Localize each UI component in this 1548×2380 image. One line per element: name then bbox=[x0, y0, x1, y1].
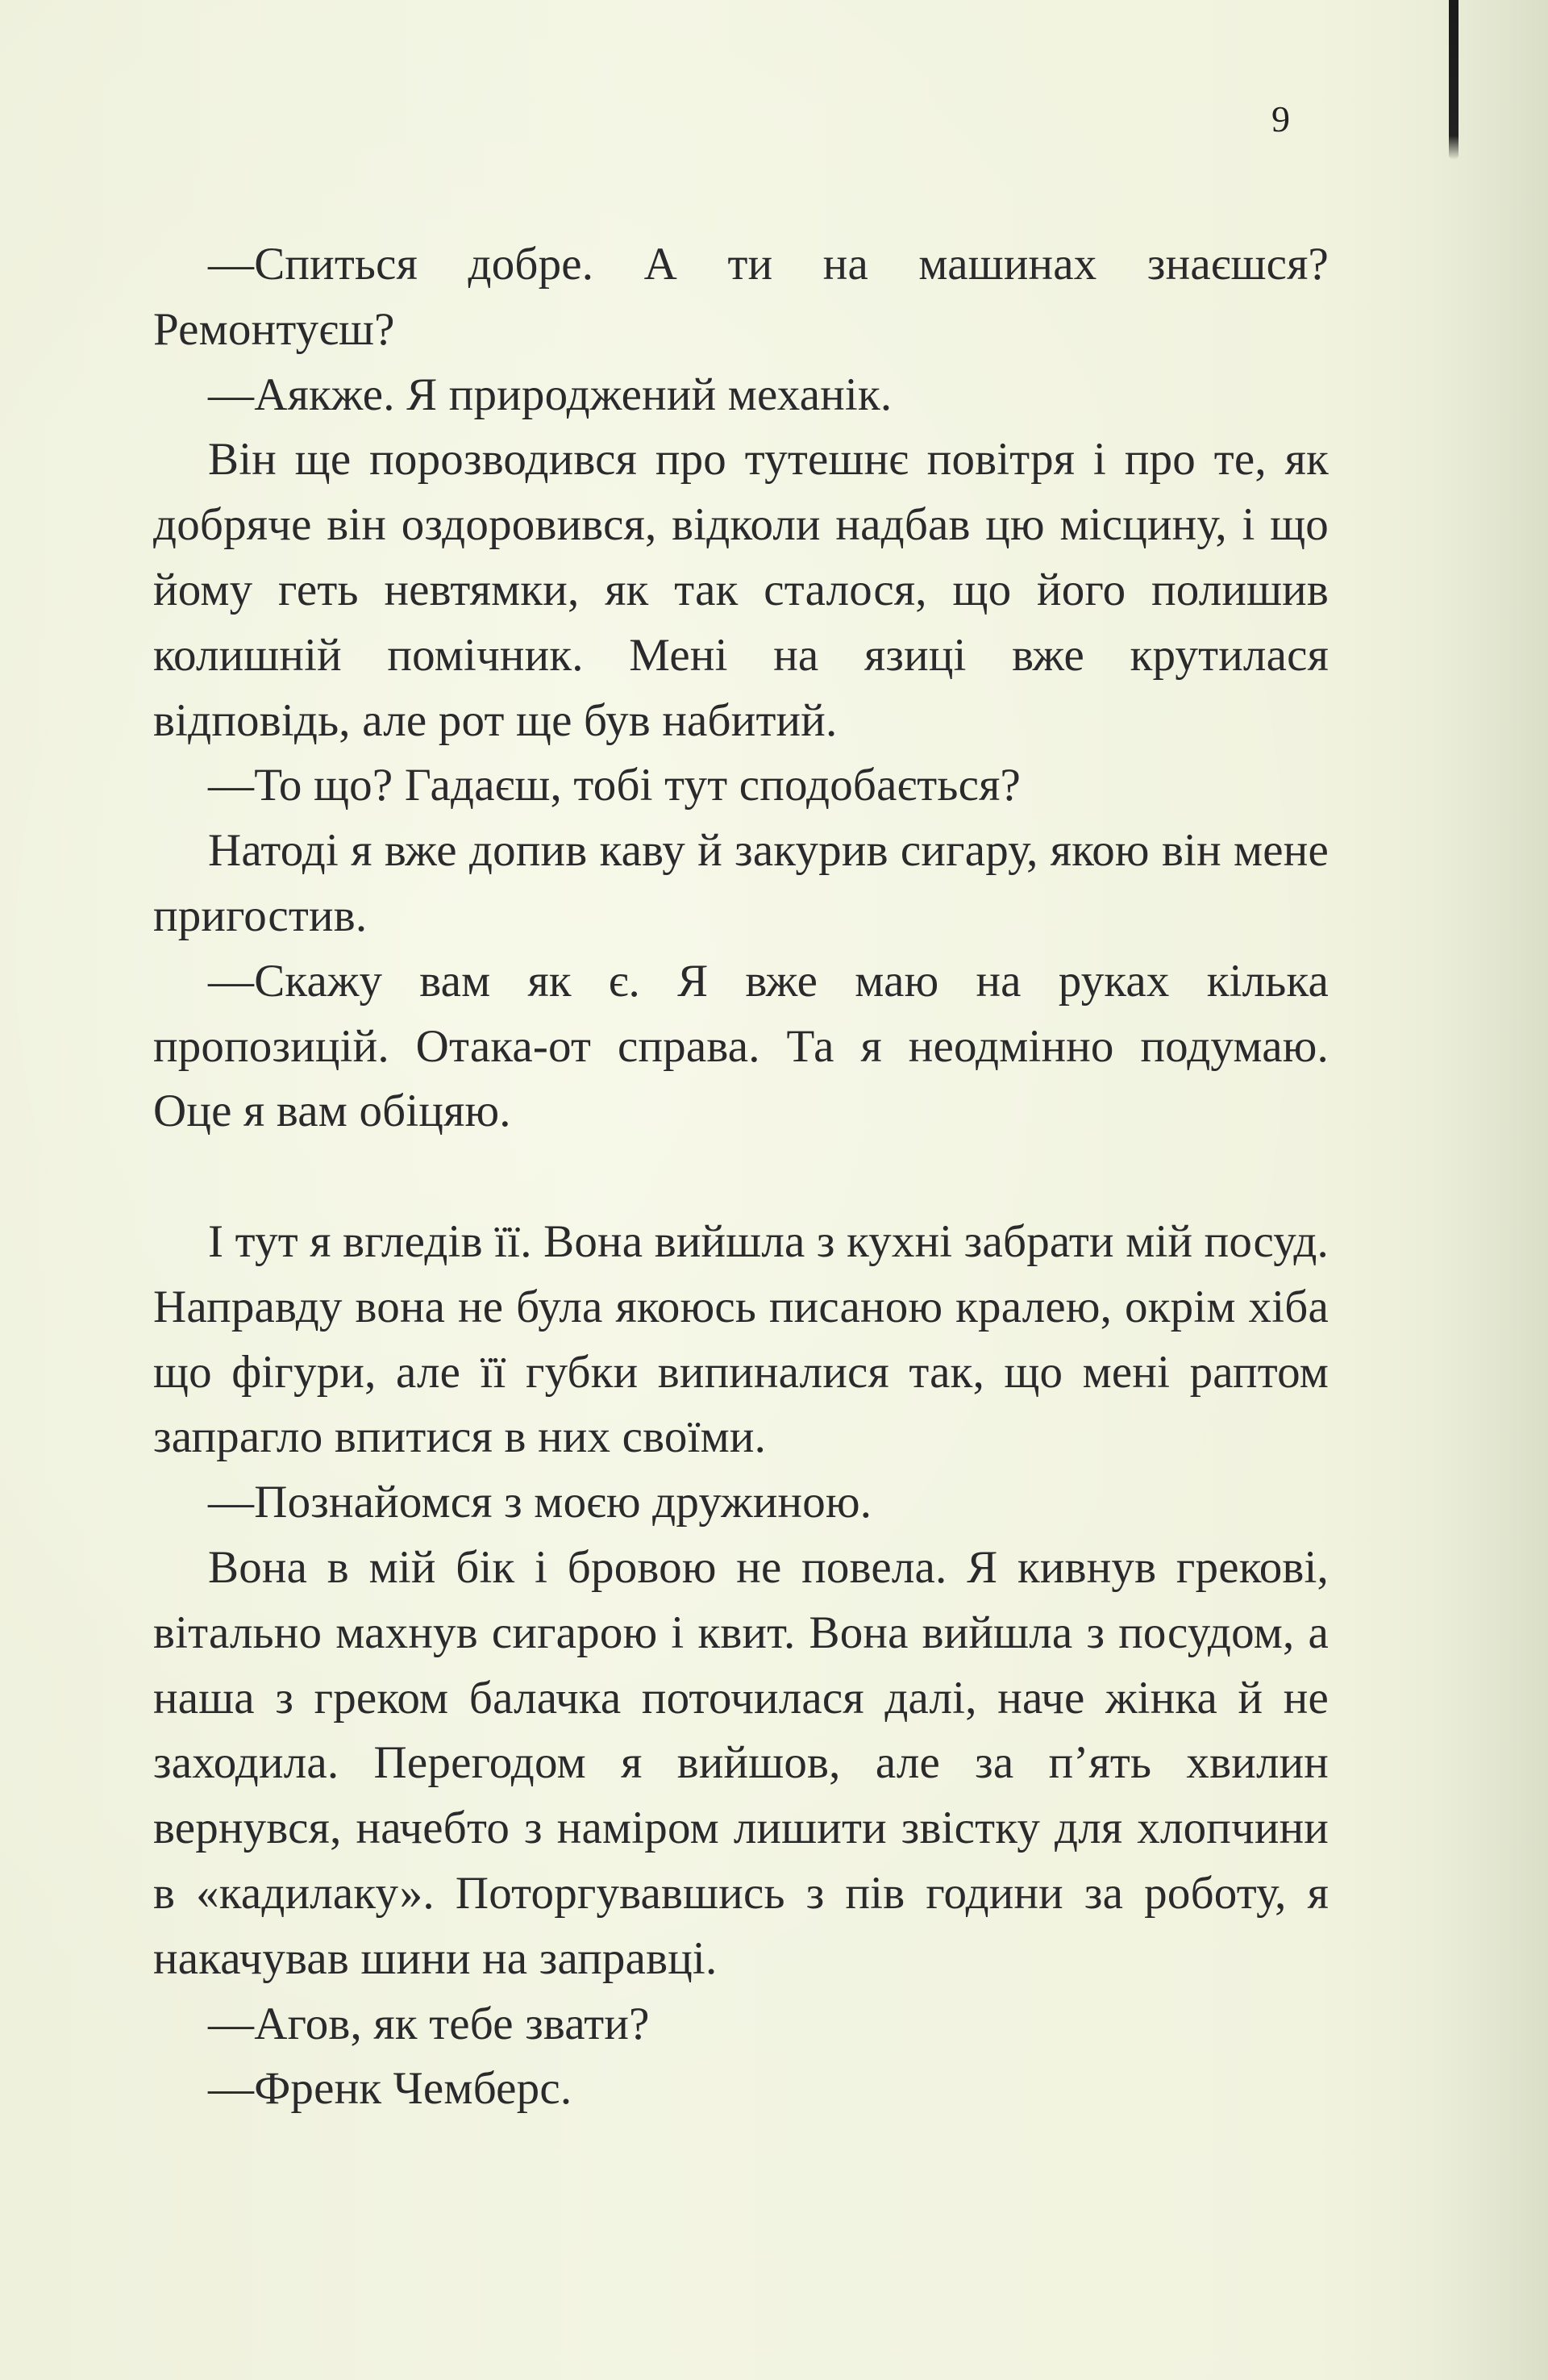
dialogue-line: —Скажу вам як є. Я вже маю на руках кілька пропозицій. Отака-от справа. Та я неодмінно подумаю. Оце я вам обіцяю. bbox=[153, 955, 1329, 1137]
dialogue-line: —Френк Чемберс. bbox=[208, 2063, 572, 2115]
binding-edge-mark bbox=[1449, 0, 1459, 160]
dialogue-line: —Аякже. Я природжений механік. bbox=[208, 369, 893, 420]
dialogue-line: —Познайомся з моєю дружиною. bbox=[208, 1477, 872, 1528]
page-edge-shadow bbox=[1427, 0, 1548, 2380]
dialogue-line: —Спиться добре. А ти на машинах знаєшся? Ремонтуєш? bbox=[153, 239, 1329, 355]
dialogue-line: —Агов, як тебе звати? bbox=[208, 1998, 650, 2049]
page-number: 9 bbox=[1271, 98, 1290, 140]
body-text bbox=[153, 232, 1329, 2122]
narrative-paragraph: Він ще порозводився про тутешнє повітря і про те, як добряче він оздоровився, відколи надбав цю місцину, і що йому геть невтямки, як так сталося, що його полишив колишній помічник. Мені на язиці вже крутилася відповідь, але рот ще був набитий. bbox=[153, 434, 1329, 746]
narrative-paragraph: Натоді я вже допив каву й закурив сигару, якою він мене пригостив. bbox=[153, 825, 1329, 941]
dialogue-line: —То що? Гадаєш, тобі тут сподобається? bbox=[208, 760, 1022, 811]
narrative-paragraph: І тут я вгледів її. Вона вийшла з кухні забрати мій посуд. Направду вона не була якоюсь писаною кралею, окрім хіба що фігури, але її губки випиналися так, що мені раптом запрагло впитися в них своїми. bbox=[153, 1215, 1329, 1463]
narrative-paragraph: Вона в мій бік і бровою не повела. Я кивнув грекові, вітально махнув сигарою і квит. Вона вийшла з посудом, а наша з греком балачка поточилася далі, наче жінка й не заходила. Перегодом я вийшов, але за п’ять хвилин вернувся, начебто з наміром лишити звістку для хлопчини в «кадилаку». Поторгувавшись з пів години за роботу, я накачував шини на заправці. bbox=[153, 1541, 1329, 1984]
